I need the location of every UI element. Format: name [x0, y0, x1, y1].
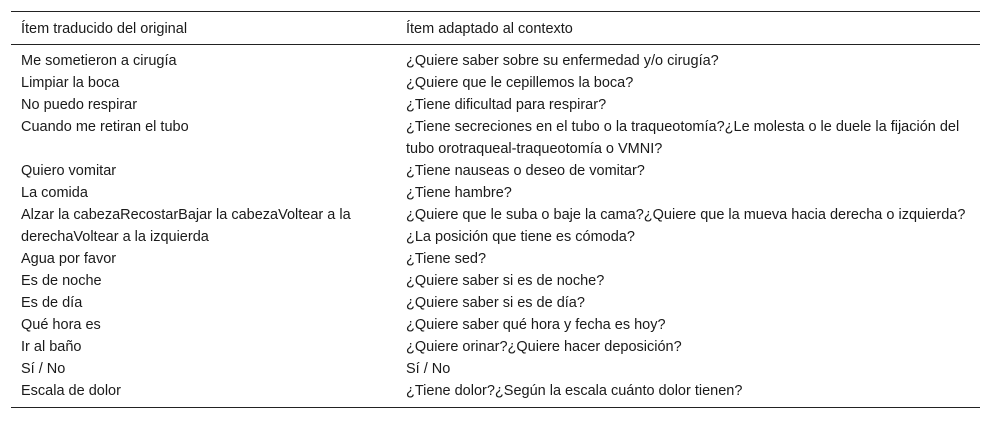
table-row	[11, 94, 980, 116]
cell-original: Agua por favor	[21, 251, 117, 267]
cell-original: Sí / No	[21, 361, 66, 377]
table-row	[11, 182, 980, 204]
table-row	[11, 116, 980, 160]
header-adapted: Ítem adaptado al contexto	[406, 21, 573, 37]
cell-adapted: ¿Quiere orinar?¿Quiere hacer deposición?	[406, 339, 682, 355]
cell-adapted: ¿Tiene hambre?	[406, 185, 512, 201]
table-row	[11, 336, 980, 358]
table-row	[11, 204, 980, 248]
table-body	[11, 45, 980, 408]
cell-original: Alzar la cabezaRecostarBajar la cabezaVoltear a la derechaVoltear a la izquierda	[21, 207, 351, 245]
cell-original: Cuando me retiran el tubo	[21, 119, 189, 135]
cell-adapted: ¿Tiene sed?	[406, 251, 487, 267]
items-table-container	[11, 11, 980, 408]
table-row	[11, 380, 980, 408]
table-row	[11, 248, 980, 270]
table-row	[11, 314, 980, 336]
cell-original: Me sometieron a cirugía	[21, 53, 177, 69]
table-header	[11, 12, 980, 45]
table-row	[11, 270, 980, 292]
cell-adapted: Sí / No	[406, 361, 451, 377]
cell-adapted: ¿Quiere que le cepillemos la boca?	[406, 75, 634, 91]
cell-adapted: ¿Quiere saber si es de noche?	[406, 273, 605, 289]
cell-original: Ir al baño	[21, 339, 82, 355]
cell-original: La comida	[21, 185, 88, 201]
cell-original: Es de noche	[21, 273, 102, 289]
table-row	[11, 358, 980, 380]
cell-original: Escala de dolor	[21, 383, 121, 399]
cell-adapted: ¿Quiere saber qué hora y fecha es hoy?	[406, 317, 666, 333]
cell-adapted: ¿Quiere saber si es de día?	[406, 295, 585, 311]
cell-adapted: ¿Quiere saber sobre su enfermedad y/o cirugía?	[406, 53, 719, 69]
header-row	[11, 12, 980, 45]
cell-adapted: ¿Tiene dolor?¿Según la escala cuánto dolor tienen?	[406, 383, 743, 399]
cell-original: Quiero vomitar	[21, 163, 117, 179]
cell-original: Qué hora es	[21, 317, 101, 333]
cell-adapted: ¿Tiene nauseas o deseo de vomitar?	[406, 163, 645, 179]
cell-adapted: ¿Quiere que le suba o baje la cama?¿Quiere que la mueva hacia derecha o izquierda?¿La posición que tiene es cómoda?	[406, 207, 966, 245]
cell-original: No puedo respirar	[21, 97, 138, 113]
cell-adapted: ¿Tiene dificultad para respirar?	[406, 97, 607, 113]
table-row	[11, 72, 980, 94]
cell-adapted: ¿Tiene secreciones en el tubo o la traqueotomía?¿Le molesta o le duele la fijación del tubo orotraqueal-traqueotomía o VMNI?	[406, 119, 960, 157]
items-table	[11, 11, 980, 408]
header-original: Ítem traducido del original	[21, 21, 188, 37]
cell-original: Limpiar la boca	[21, 75, 120, 91]
table-row	[11, 160, 980, 182]
table-row	[11, 45, 980, 73]
cell-original: Es de día	[21, 295, 83, 311]
table-row	[11, 292, 980, 314]
